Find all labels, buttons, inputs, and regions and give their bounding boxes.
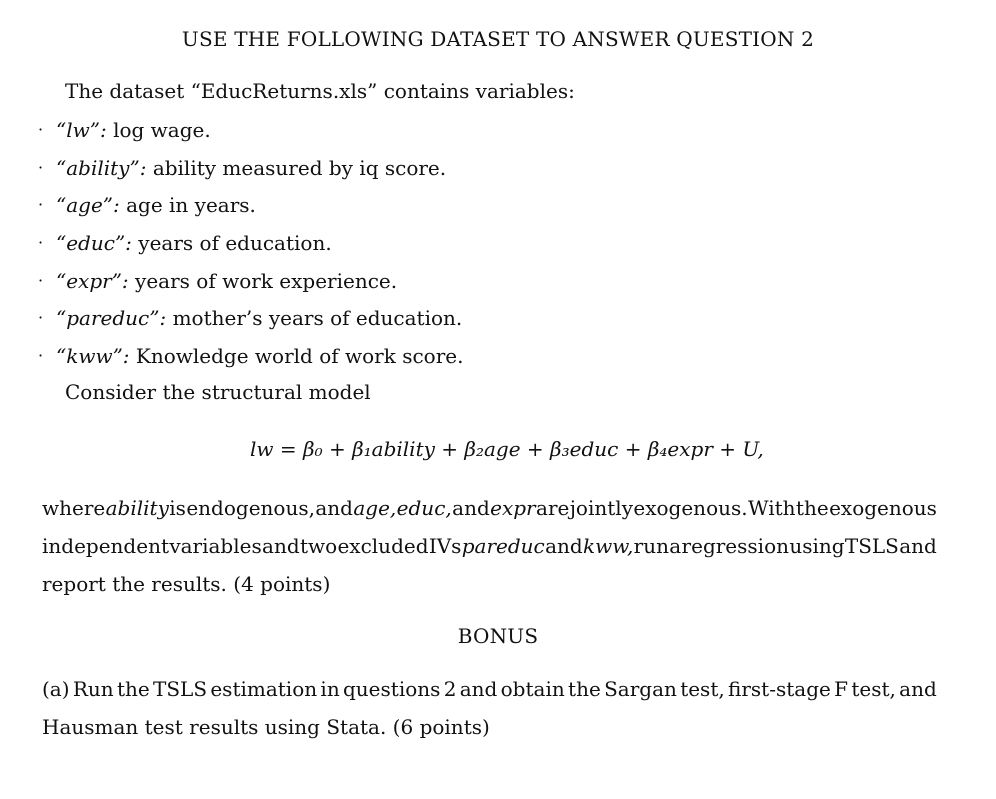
question-2-line-2 (42, 527, 937, 565)
question-2-text (42, 489, 937, 603)
question-2-word: and (452, 496, 490, 520)
bonus-heading (0, 624, 996, 648)
question-2-word: TSLS (844, 534, 899, 558)
question-2-word: exogenous. (633, 496, 748, 520)
variable-description: years of education. (138, 231, 332, 256)
question-2-word: endogenous, (186, 496, 315, 520)
bonus-word: Sargan (604, 677, 677, 701)
variable-description: log wage. (113, 118, 211, 142)
variable-name: “ability”: (56, 155, 147, 180)
bonus-word: and (899, 677, 937, 701)
bonus-word: questions (343, 677, 441, 701)
variable-list (38, 118, 958, 382)
question-2-word: where (42, 496, 106, 520)
question-2-word: and (899, 534, 937, 558)
variable-item (38, 306, 958, 344)
equation-plus: + (719, 437, 737, 461)
variable-item (38, 193, 958, 231)
bonus-line-1 (42, 670, 937, 708)
question-2-word: and (545, 534, 583, 558)
question-2-word: run (633, 534, 669, 558)
bonus-word: Run (72, 677, 114, 701)
bonus-word: TSLS (153, 677, 208, 701)
equation-lhs: lw (250, 437, 274, 461)
variable-name: “pareduc”: (56, 306, 167, 331)
question-2-word: regression (681, 534, 789, 558)
variable-item (38, 231, 958, 269)
bonus-word: first-stage (728, 677, 831, 701)
question-2-word: and (262, 534, 300, 558)
bullet-dot-icon: · (38, 195, 44, 215)
variable-description: age in years. (126, 193, 256, 218)
bonus-word: and (459, 677, 498, 701)
question-2-word: and (315, 496, 353, 520)
variable-description: years of work experience. (135, 268, 398, 293)
variable-item (38, 344, 958, 382)
bonus-word: obtain (500, 677, 565, 701)
question-2-word: a (669, 534, 682, 558)
bonus-heading-text: BONUS (457, 624, 539, 648)
dataset-heading-text: USE THE FOLLOWING DATASET TO ANSWER QUESTION 2 (181, 27, 815, 51)
bonus-word: (a) (42, 677, 70, 701)
question-2-word: educ, (396, 496, 452, 520)
equation-age-term: β₂age (464, 437, 521, 461)
bullet-dot-icon: · (38, 233, 44, 253)
equation-plus: + (526, 437, 544, 461)
equation-plus: + (328, 437, 346, 461)
equation-plus: + (624, 437, 642, 461)
question-2-word: jointly (569, 496, 633, 520)
structural-equation (250, 437, 764, 461)
variable-name: “kww”: (56, 344, 130, 369)
bonus-word: 2 (443, 677, 457, 701)
bonus-word: test, (851, 677, 896, 701)
equation-beta0: β₀ (303, 437, 323, 461)
question-2-word: are (536, 496, 570, 520)
bullet-dot-icon: · (38, 270, 44, 290)
equation-error-term: U, (742, 437, 764, 461)
question-2-word: exogenous (829, 496, 937, 520)
question-2-word: IVs (428, 534, 462, 558)
variable-name: “lw”: (56, 118, 107, 142)
question-2-word: kww, (583, 534, 634, 558)
equation-expr-term: β₄expr (647, 437, 713, 461)
question-2-word: two (299, 534, 338, 558)
question-2-word: independent (42, 534, 169, 558)
question-2-word: excluded (337, 534, 429, 558)
bonus-word: in (320, 677, 340, 701)
variable-item (38, 156, 958, 194)
bullet-dot-icon: · (38, 346, 44, 366)
equation-plus: + (441, 437, 459, 461)
variable-name: “expr”: (56, 268, 129, 293)
variable-description: ability measured by iq score. (152, 155, 447, 180)
bonus-word: the (116, 677, 150, 701)
equation-ability-term: β₁ability (352, 437, 435, 461)
bonus-word: estimation (210, 677, 318, 701)
bonus-word: test, (680, 677, 725, 701)
dataset-heading (0, 27, 996, 51)
bonus-word: F (834, 677, 849, 701)
dataset-intro: The dataset “EducReturns.xls” contains variables: (65, 79, 575, 103)
question-2-word: expr (490, 496, 536, 520)
question-2-word: ability (105, 496, 169, 520)
question-2-word: With (748, 496, 796, 520)
question-2-word: the (795, 496, 829, 520)
question-2-word: age, (353, 496, 397, 520)
question-2-word: variables (169, 534, 262, 558)
variable-description: Knowledge world of work score. (135, 344, 464, 369)
question-2-word: pareduc (461, 534, 545, 558)
bullet-dot-icon: · (38, 120, 44, 139)
equation-educ-term: β₃educ (550, 437, 619, 461)
question-2-line-3: report the results. (4 points) (42, 572, 331, 596)
question-2-word: is (169, 496, 186, 520)
variable-name: “educ”: (56, 231, 132, 256)
bonus-word: the (568, 677, 601, 701)
structural-model-intro: Consider the structural model (65, 380, 371, 404)
equation-equals: = (279, 437, 297, 461)
bonus-line-2: Hausman test results using Stata. (6 points) (42, 715, 490, 739)
variable-item (38, 118, 958, 156)
variable-item (38, 269, 958, 307)
variable-name: “age”: (56, 193, 120, 218)
bullet-dot-icon: · (38, 157, 44, 177)
variable-description: mother’s years of education. (172, 306, 463, 331)
question-2-word: using (789, 534, 845, 558)
bonus-question-text (42, 670, 937, 746)
question-2-line-1 (42, 489, 937, 527)
bullet-dot-icon: · (38, 308, 44, 328)
